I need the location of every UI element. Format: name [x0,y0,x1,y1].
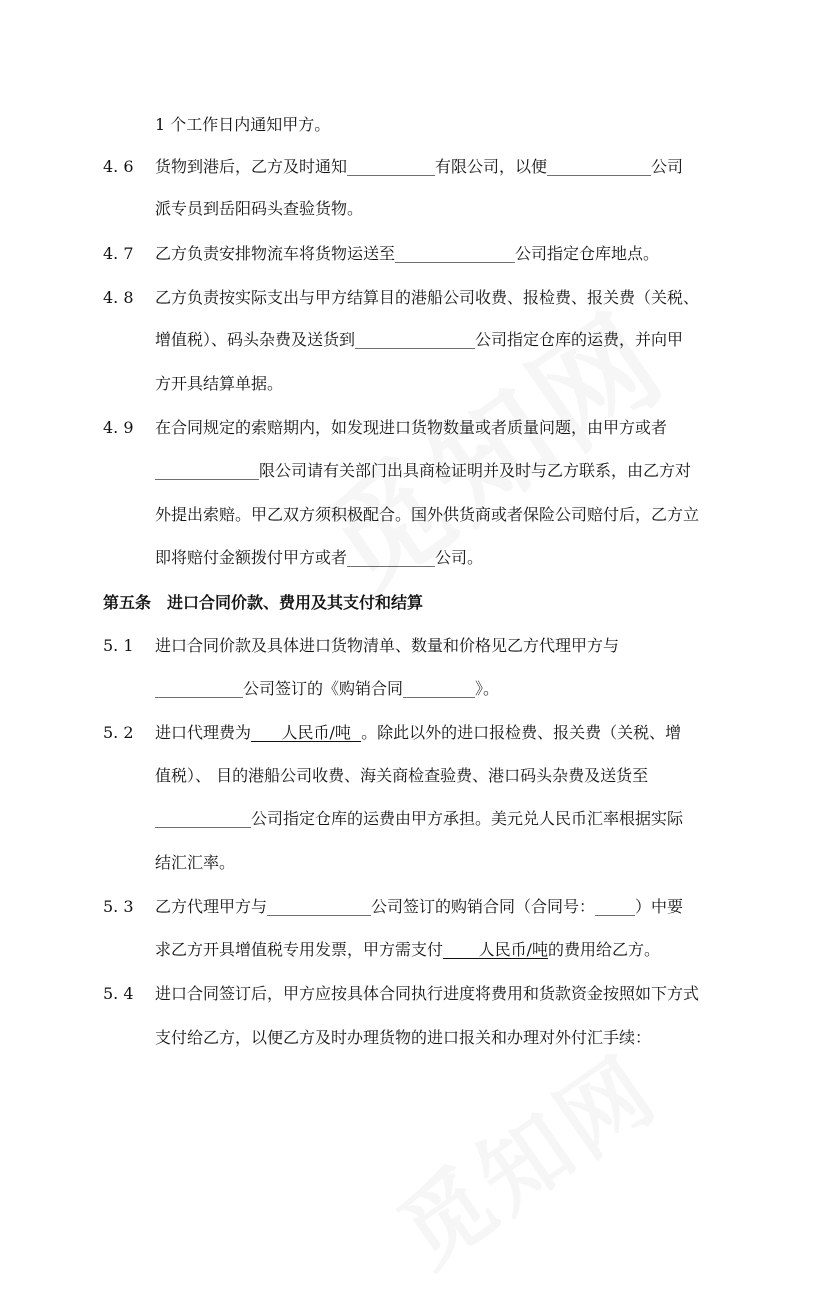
clause-4-6-line-2: 派专员到岳阳码头查验货物。 [155,199,364,218]
clause-5-3-line-2 [155,940,660,960]
clause-number-5-1: 5. 1 [103,636,134,655]
clause-4-9-line-3: 外提出索赔。甲乙双方须积极配合。国外供货商或者保险公司赔付后，乙方立 [155,505,700,524]
clause-5-2-prefix: 进口代理费为 [155,723,252,742]
clause-number-5-4: 5. 4 [103,984,134,1003]
clause-number-4-9: 4. 9 [103,418,134,437]
clause-5-3-suffix: 的费用给乙方。 [548,940,661,959]
clause-5-4-line-2: 支付给乙方，以便乙方及时办理货物的进口报关和办理对外付汇手续： [155,1028,652,1047]
clause-4-8-line-3: 方开具结算单据。 [155,374,284,393]
clause-4-9-line-2: _____________限公司请有关部门出具商检证明并及时与乙方联系，由乙方对 [155,461,692,480]
clause-5-1-line-2: ___________公司签订的《购销合同_________》。 [155,679,500,698]
clause-5-3-line-1: 乙方代理甲方与_____________公司签订的购销合同（合同号：_____）中要 [155,897,684,916]
clause-5-2-line-4: 结汇汇率。 [155,853,236,872]
clause-5-2-line-3: ____________公司指定仓库的运费由甲方承担。美元兑人民币汇率根据实际 [155,809,684,828]
clause-number-5-3: 5. 3 [103,897,134,916]
fee-underlined-value: 人民币/吨 [251,723,362,742]
clause-5-2-suffix: 。除此以外的进口报检费、报关费（关税、增 [361,723,682,742]
clause-number-4-8: 4. 8 [103,288,134,307]
clause-5-4-line-1: 进口合同签订后，甲方应按具体合同执行进度将费用和货款资金按照如下方式 [155,984,700,1003]
clause-5-2-line-1 [155,723,681,743]
clause-number-5-2: 5. 2 [103,723,134,742]
clause-4-7-line-1: 乙方负责安排物流车将货物运送至_______________公司指定仓库地点。 [155,244,660,263]
clause-5-3-prefix: 求乙方开具增值税专用发票，甲方需支付 [155,940,444,959]
clause-text: 1 个工作日内通知甲方。 [155,115,331,134]
watermark [285,267,693,625]
vat-underlined-value: 人民币/吨 [443,940,549,959]
clause-4-8-line-2: 增值税）、码头杂费及送货到_______________公司指定仓库的运费，并向甲 [155,330,684,349]
clause-4-8-line-1: 乙方负责按实际支出与甲方结算目的港船公司收费、报检费、报关费（关税、 [155,288,700,307]
clause-4-9-line-4: 即将赔付金额拨付甲方或者___________公司。 [155,548,484,567]
clause-4-6-line-1: 货物到港后，乙方及时通知___________有限公司，以便_____________公司 [155,157,684,176]
clause-5-1-line-1: 进口合同价款及具体进口货物清单、数量和价格见乙方代理甲方与 [155,636,620,655]
clause-number-4-7: 4. 7 [103,244,134,263]
clause-4-9-line-1: 在合同规定的索赔期内，如发现进口货物数量或者质量问题，由甲方或者 [155,418,668,437]
watermark-bottom [369,1019,679,1291]
article-5-heading: 第五条 进口合同价款、费用及其支付和结算 [103,593,424,612]
clause-number-4-6: 4. 6 [103,157,134,176]
clause-5-2-line-2: 值税）、 目的港船公司收费、海关商检查验费、港口码头杂费及送货至 [155,766,649,785]
